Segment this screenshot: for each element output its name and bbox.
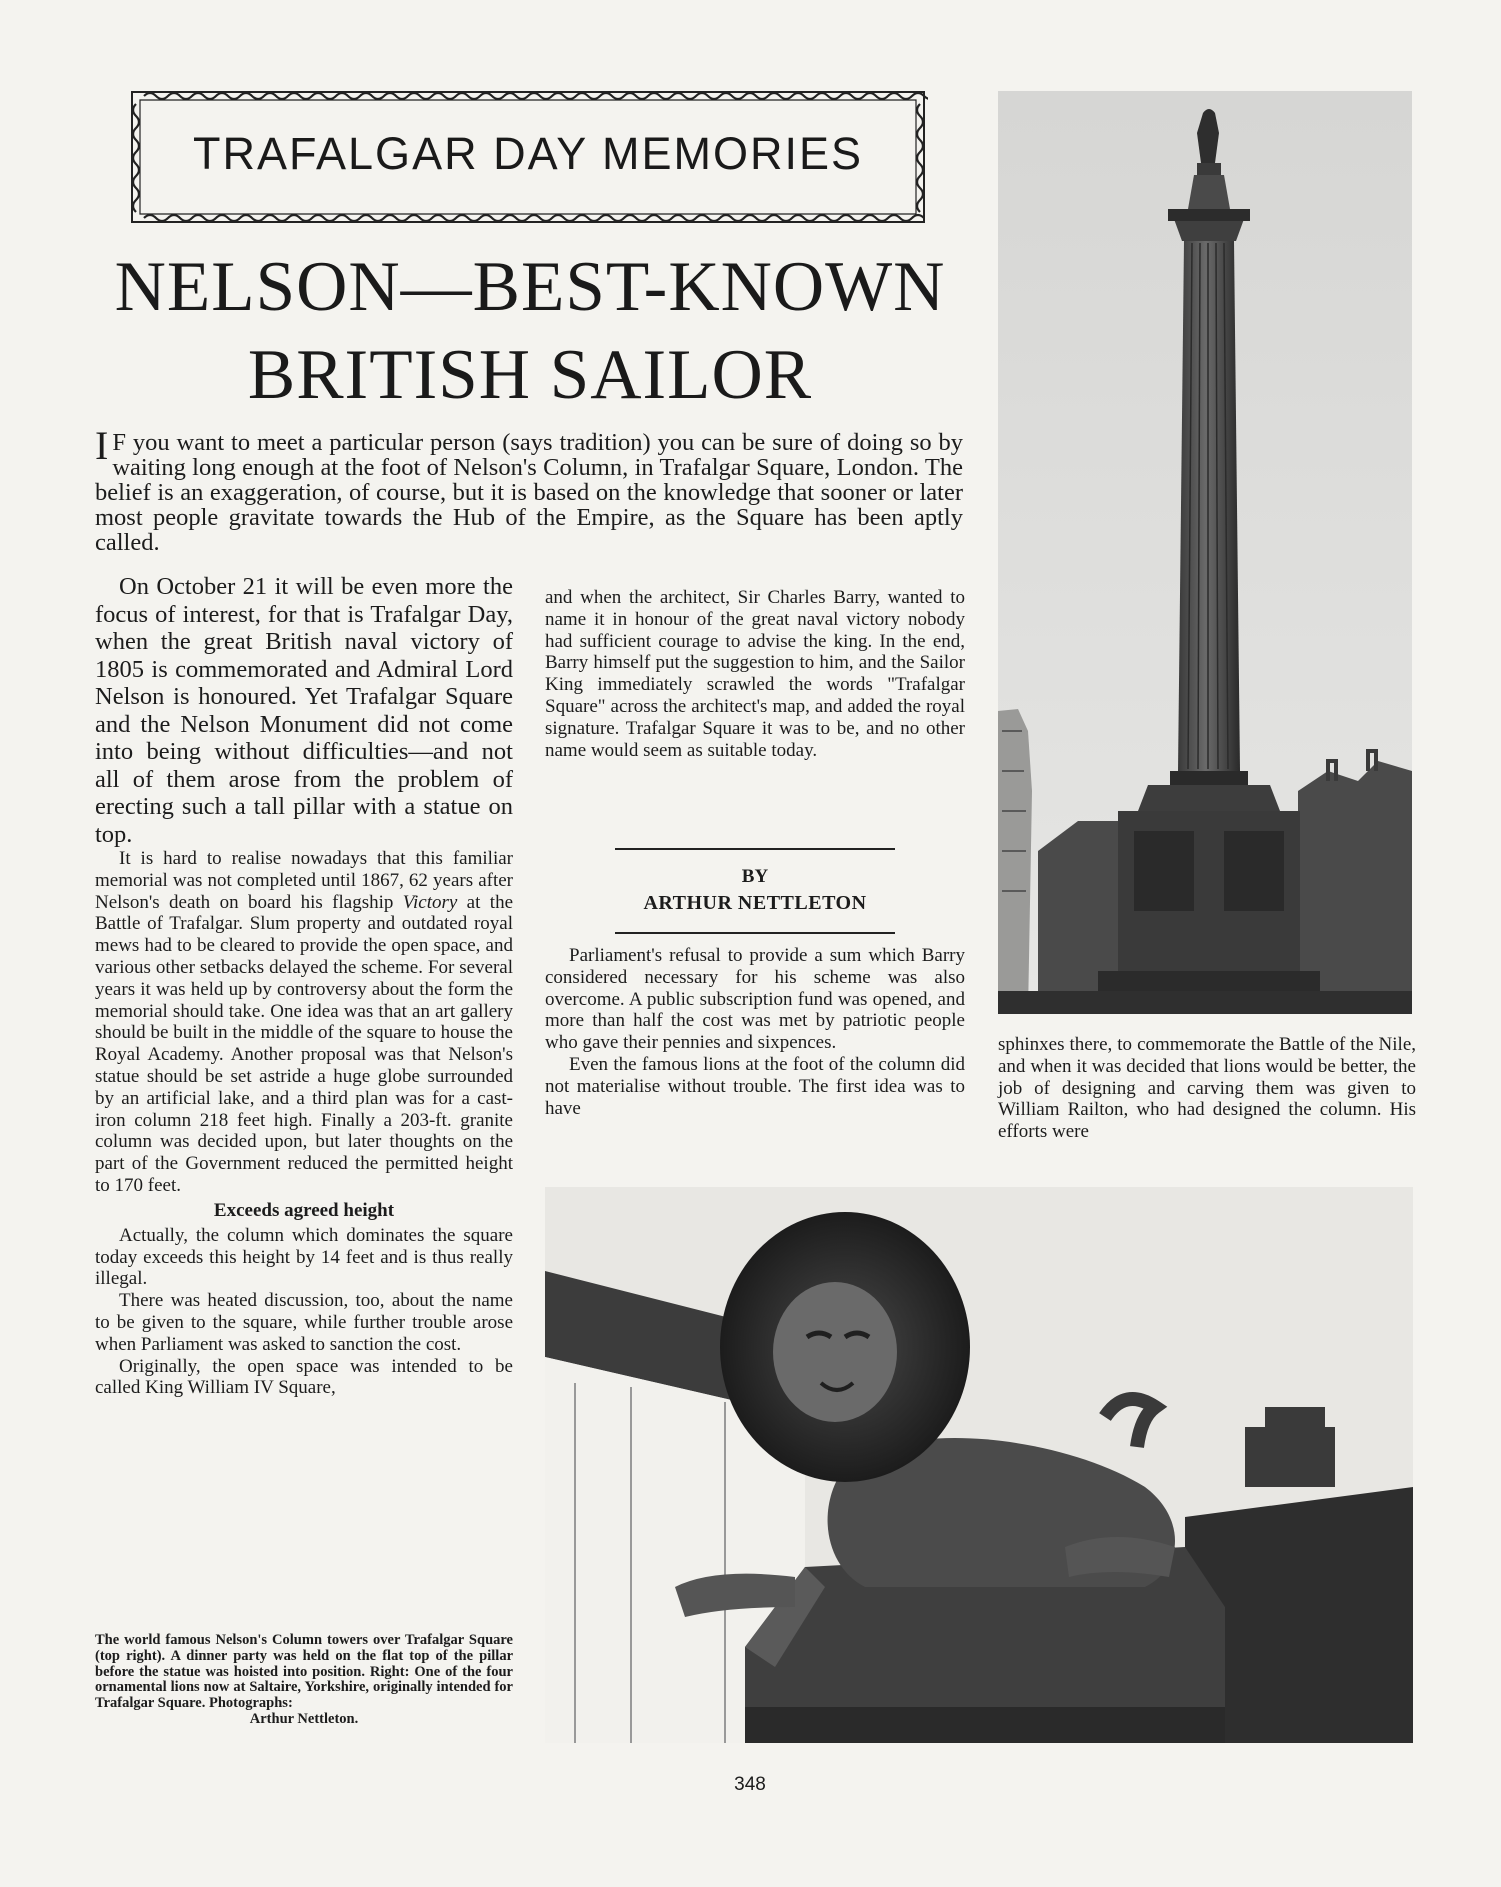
body-paragraph	[95, 848, 513, 1197]
body-paragraph: There was heated discussion, too, about the name to be given to the square, while further trouble arose when Parliament was asked to sanction the cost.	[95, 1290, 513, 1355]
body-paragraph: sphinxes there, to commemorate the Battle of the Nile, and when it was decided that lions would be better, the job of designing and carving them was given to William Railton, who had designed the column. His efforts were	[998, 1034, 1416, 1143]
page-number: 348	[734, 1774, 766, 1795]
lion-illustration	[545, 1187, 1413, 1743]
drop-cap: I	[95, 423, 109, 468]
headline-line-1: NELSON—BEST-KNOWN	[114, 248, 946, 326]
rule-bottom	[615, 932, 895, 934]
intro-text: F you want to meet a particular person (says tradition) you can be sure of doing so by waiting long enough at the foot of Nelson's Column, in Trafalgar Square, London. The belief is an exaggeration, of course, but it is based on the knowledge that sooner or later most people gravitate towards the Hub of the Empire, as the Square has been aptly called.	[95, 429, 963, 556]
text-run: at the Battle of Trafalgar. Slum property and outdated royal mews had to be cleared to provide the open space, and various other setbacks delayed the scheme. For several years it was held up by controversy about the form the memorial should take. One idea was that an art gallery should be built in the middle of the square to house the Royal Academy. Another proposal was that Nelson's statue should be set astride a huge globe surrounded by an artificial lake, and a third plan was for a cast-iron column 218 feet high. Finally a 203-ft. granite column was decided upon, but later thoughts on the part of the Government reduced the permitted height to 170 feet.	[95, 891, 513, 1196]
column-illustration	[998, 91, 1412, 1014]
photo-caption	[95, 1633, 513, 1728]
body-paragraph-large: On October 21 it will be even more the focus of interest, for that is Trafalgar Day, when the great British naval victory of 1805 is commemorated and Admiral Lord Nelson is honoured. Yet Trafalgar Square and the Nelson Monument did not come into being without difficulties—and not all of them arose from the problem of erecting such a tall pillar with a statue on top.	[95, 573, 513, 848]
nelsons-column-photo	[998, 91, 1412, 1014]
body-paragraph: Even the famous lions at the foot of the column did not materialise without trouble. The first idea was to have	[545, 1053, 965, 1119]
byline-by: BY	[741, 866, 769, 887]
section-banner	[128, 88, 928, 226]
body-paragraph: and when the architect, Sir Charles Barry, wanted to name it in honour of the great naval victory nobody had sufficient courage to advise the king. In the end, Barry himself put the suggestion to him, and the Sailor King immediately scrawled the words "Trafalgar Square" across the architect's map, and added the royal signature. Trafalgar Square it was to be, and no other name would seem as suitable today.	[545, 587, 965, 761]
caption-text: The world famous Nelson's Column towers over Trafalgar Square (top right). A dinner party was held on the flat top of the pillar before the statue was hoisted into position. Right: One of the four ornamental lions now at Saltaire, Yorkshire, originally intended for Trafalgar Square. Photographs:	[95, 1632, 513, 1712]
left-column	[95, 573, 513, 1399]
caption-credit: Arthur Nettleton.	[249, 1710, 359, 1727]
body-paragraph: Actually, the column which dominates the square today exceeds this height by 14 feet and is thus really illegal.	[95, 1224, 513, 1290]
banner-title: TRAFALGAR DAY MEMORIES	[193, 128, 863, 179]
rule-top	[615, 848, 895, 850]
text-run: It is hard to realise nowadays that this familiar memorial was not completed until 1867, 62 years after Nelson's death on board his flagship	[95, 848, 513, 913]
body-paragraph: Originally, the open space was intended to be called King William IV Square,	[95, 1355, 513, 1399]
intro-paragraph	[95, 423, 963, 556]
right-column	[998, 1034, 1416, 1143]
headline-line-2: BRITISH SAILOR	[247, 336, 813, 414]
middle-column-upper	[545, 587, 965, 761]
article-headline	[95, 243, 965, 419]
subheading: Exceeds agreed height	[213, 1199, 395, 1221]
author-name: ARTHUR NETTLETON	[643, 892, 867, 914]
middle-column-lower	[545, 945, 965, 1119]
body-paragraph: Parliament's refusal to provide a sum which Barry considered necessary for his scheme was also overcome. A public subscription fund was opened, and more than half the cost was met by patriotic people who gave their pennies and sixpences.	[545, 945, 965, 1054]
byline	[615, 848, 895, 934]
ship-name: Victory	[402, 891, 458, 913]
lion-sculpture-photo	[545, 1187, 1413, 1743]
